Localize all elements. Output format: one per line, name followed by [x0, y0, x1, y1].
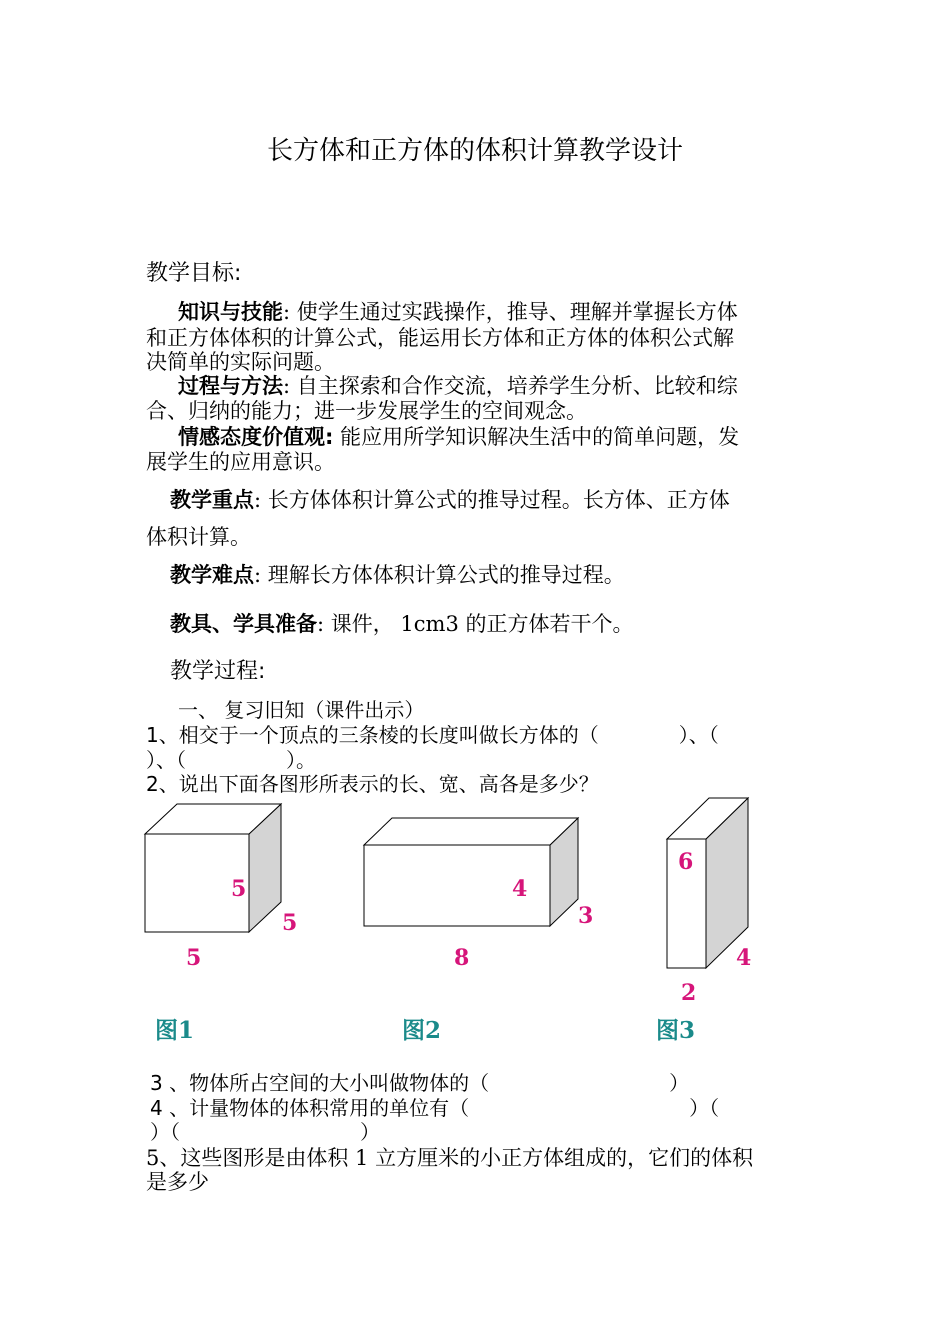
figure-3-caption: 图3 — [656, 1017, 696, 1044]
question-1-line-2: ）、（ ）。 — [146, 748, 316, 772]
knowledge-text-1: : 使学生通过实践操作，推导、理解并掌握长方体 — [283, 300, 738, 324]
page-title: 长方体和正方体的体积计算教学设计 — [266, 136, 683, 166]
key-point-line-2: 体积计算。 — [146, 525, 251, 549]
figure-2-caption: 图2 — [402, 1017, 442, 1044]
figure-3-bottom-number: 2 — [681, 980, 697, 1006]
question-4-line-2: ）（ ） — [150, 1120, 380, 1144]
question-5-line-1: 5、这些图形是由体积 1 立方厘米的小正方体组成的，它们的体积 — [146, 1146, 754, 1170]
key-point-label: 教学重点 — [170, 488, 254, 512]
attitude-line-2: 展学生的应用意识。 — [146, 450, 335, 474]
figure-3-front-number: 6 — [678, 849, 694, 875]
figure-1-caption: 图1 — [155, 1017, 195, 1044]
figure-2-front-number: 4 — [512, 876, 528, 902]
tools-label: 教具、学具准备 — [170, 612, 317, 636]
process-heading: 教学过程: — [170, 659, 266, 684]
figure-1-side-number: 5 — [282, 910, 298, 936]
process-line-2: 合、归纳的能力；进一步发展学生的空间观念。 — [146, 399, 587, 423]
question-1-line-1: 1、相交于一个顶点的三条棱的长度叫做长方体的（ ）、（ — [146, 723, 719, 747]
figure-3-cuboid — [667, 798, 748, 968]
question-3: 3 、物体所占空间的大小叫做物体的（ ） — [150, 1071, 690, 1095]
attitude-text-1: 能应用所学知识解决生活中的简单问题，发 — [333, 425, 740, 449]
figure-2-top-face — [364, 818, 578, 845]
tools-text: : 课件， 1cm3 的正方体若干个。 — [317, 612, 634, 636]
attitude-label: 情感态度价值观: — [178, 425, 334, 449]
process-label: 过程与方法 — [178, 374, 283, 398]
difficulty-text: : 理解长方体体积计算公式的推导过程。 — [254, 563, 625, 587]
knowledge-label: 知识与技能 — [178, 300, 283, 324]
question-5-line-2: 是多少 — [146, 1170, 209, 1194]
knowledge-line-2: 和正方体体积的计算公式，能运用长方体和正方体的体积公式解 — [146, 326, 734, 350]
key-point-text-1: : 长方体体积计算公式的推导过程。长方体、正方体 — [254, 488, 730, 512]
question-2: 2、说出下面各图形所表示的长、宽、高各是多少？ — [146, 772, 599, 796]
figure-2-side-number: 3 — [578, 903, 594, 929]
figure-1-front-number: 5 — [231, 876, 247, 902]
figure-1-bottom-number: 5 — [186, 945, 202, 971]
difficulty-label: 教学难点 — [170, 563, 254, 587]
figure-2-cuboid — [364, 818, 578, 926]
figure-1-cube — [145, 804, 281, 932]
process-text-1: : 自主探索和合作交流，培养学生分析、比较和综 — [283, 374, 738, 398]
question-4-line-1: 4 、计量物体的体积常用的单位有（ ）（ — [150, 1096, 720, 1120]
objectives-heading: 教学目标: — [146, 261, 242, 286]
figure-3-side-number: 4 — [736, 945, 752, 971]
section1-title: 一、 复习旧知（课件出示） — [178, 698, 425, 722]
knowledge-line-3: 决简单的实际问题。 — [146, 350, 335, 374]
figure-2-bottom-number: 8 — [454, 945, 470, 971]
